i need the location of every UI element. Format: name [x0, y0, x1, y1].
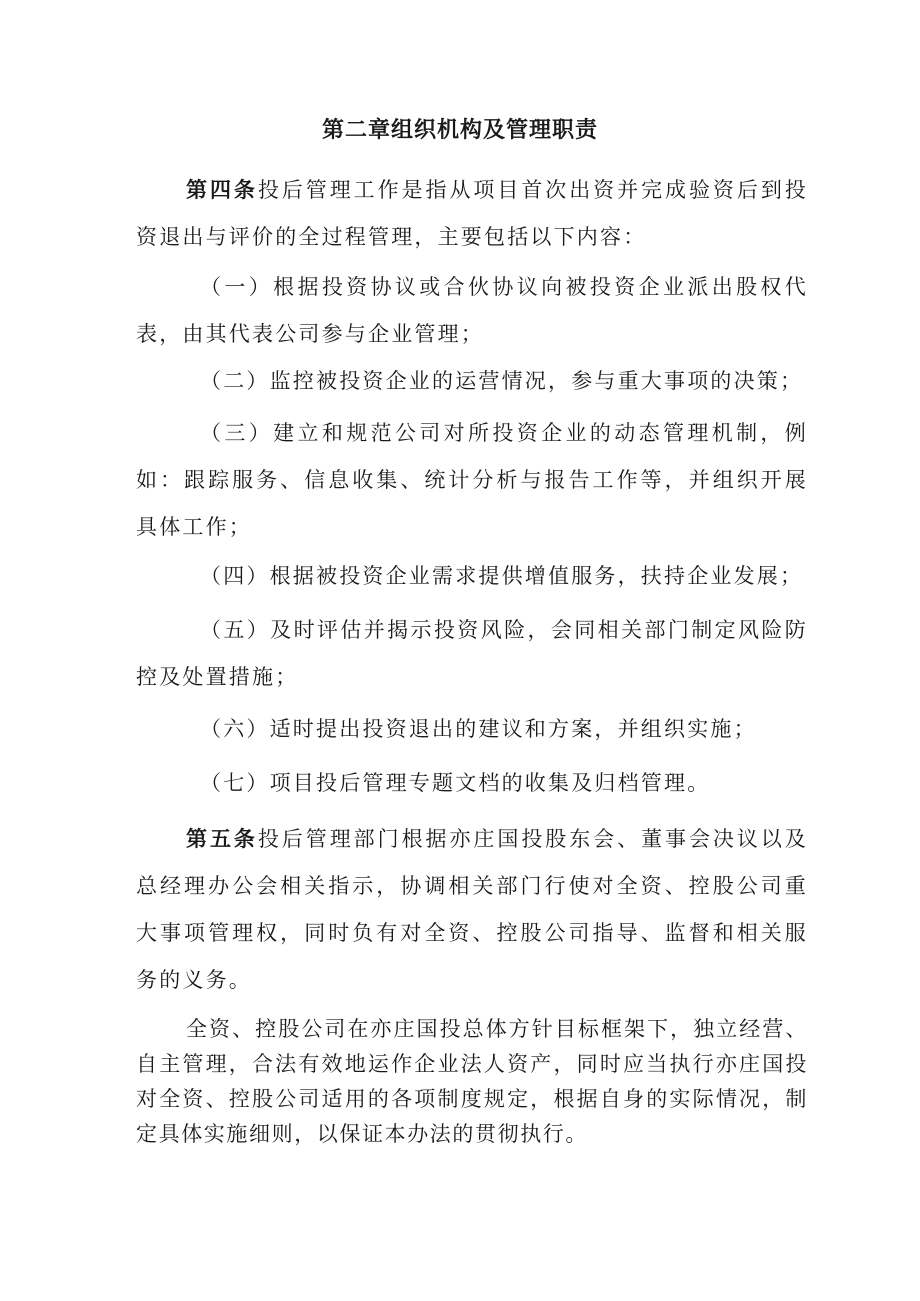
list-item-4: （四）根据被投资企业需求提供增值服务，扶持企业发展；	[200, 564, 804, 588]
article-5-label: 第五条	[186, 826, 258, 851]
list-item-7: （七）项目投后管理专题文档的收集及归档管理。	[200, 771, 711, 795]
article-5-paragraph	[136, 815, 808, 1004]
list-item-1: （一）根据投资协议或合伙协议向被投资企业派出股权代表，由其代表公司参与企业管理；	[136, 275, 808, 346]
list-item-6: （六）适时提出投资退出的建议和方案，并组织实施；	[200, 717, 757, 741]
article-5-text: 投后管理部门根据亦庄国投股东会、董事会决议以及总经理办公会相关指示，协调相关部门行使对全资、控股公司重大事项管理权，同时负有对全资、控股公司指导、监督和相关服务的义务。	[136, 827, 808, 992]
article-4-text: 投后管理工作是指从项目首次出资并完成验资后到投资退出与评价的全过程管理，主要包括以下内容：	[136, 178, 808, 249]
list-item-2: （二）监控被投资企业的运营情况，参与重大事项的决策；	[200, 369, 804, 393]
closing-paragraph: 全资、控股公司在亦庄国投总体方针目标框架下，独立经营、自主管理，合法有效地运作企业法人资产，同时应当执行亦庄国投对全资、控股公司适用的各项制度规定，根据自身的实际情况，制定具体实施细则，以保证本办法的贯彻执行。	[136, 1017, 808, 1146]
chapter-title: 第二章组织机构及管理职责	[321, 117, 598, 143]
article-4-label: 第四条	[186, 177, 258, 202]
list-item-5: （五）及时评估并揭示投资风险，会同相关部门制定风险防控及处置措施；	[136, 618, 808, 689]
article-4-paragraph	[136, 166, 808, 261]
list-item-3: （三）建立和规范公司对所投资企业的动态管理机制，例如：跟踪服务、信息收集、统计分析与报告工作等，并组织开展具体工作；	[136, 421, 808, 539]
